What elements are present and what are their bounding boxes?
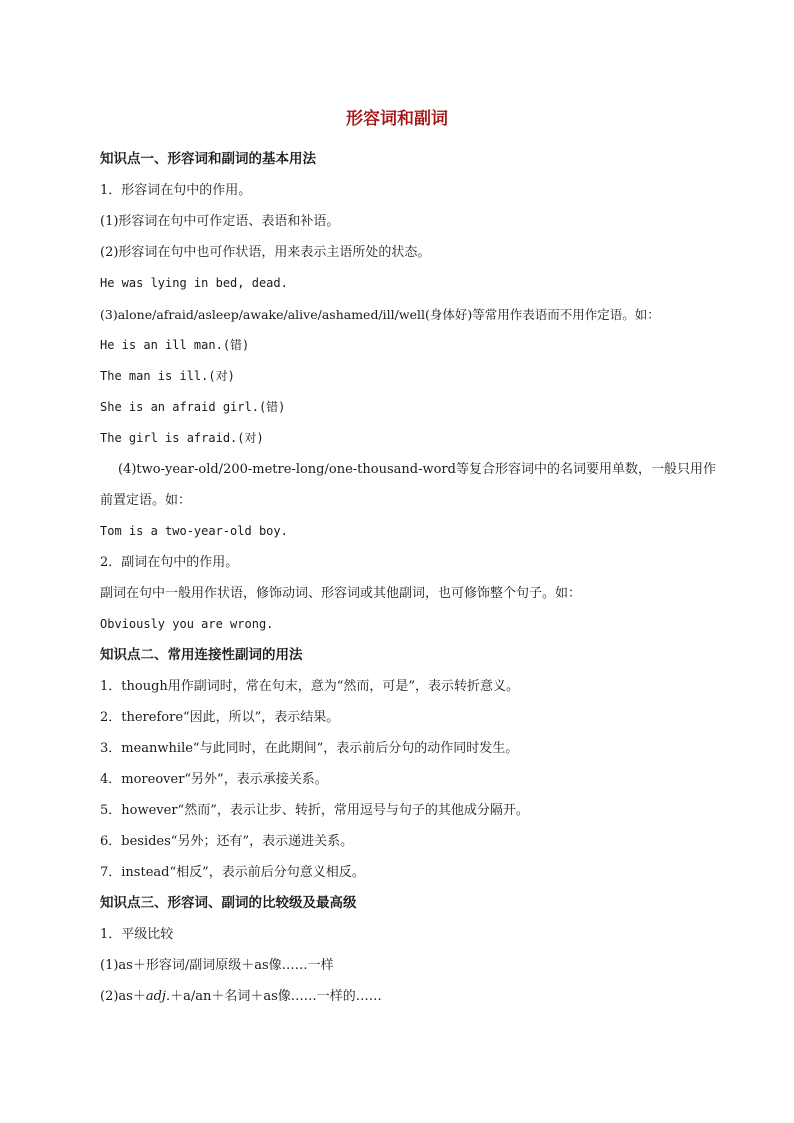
example-sentence: Obviously you are wrong. [100,617,274,631]
text-line: 副词在句中一般用作状语，修饰动词、形容词或其他副词，也可修饰整个句子。如： [100,586,582,601]
text-line: 1．though用作副词时，常在句末，意为“然而，可是”，表示转折意义。 [100,679,520,694]
text-fragment: (2)as＋ [100,989,146,1004]
text-fragment: ＋a/an＋名词＋as像……一样的…… [170,989,382,1004]
document-body [100,144,730,1012]
text-line [100,981,730,1012]
example-sentence: Tom is a two-year-old boy. [100,524,288,538]
text-line: (3)alone/afraid/asleep/awake/alive/ashamed/ill/well(身体好)等常用作表语而不用作定语。如： [100,307,660,322]
text-line: 6．besides“另外；还有”，表示递进关系。 [100,834,354,849]
text-line: 1．形容词在句中的作用。 [100,183,252,198]
text-line: (1)形容词在句中可作定语、表语和补语。 [100,214,340,229]
text-line: 3．meanwhile“与此同时，在此期间”，表示前后分句的动作同时发生。 [100,741,519,756]
section-heading-1: 知识点一、形容词和副词的基本用法 [100,151,316,167]
section-heading-3: 知识点三、形容词、副词的比较级及最高级 [100,895,357,911]
page-title: 形容词和副词 [346,109,448,129]
text-line: 5．however“然而”，表示让步、转折，常用逗号与句子的其他成分隔开。 [100,803,529,818]
text-line: (2)形容词在句中也可作状语，用来表示主语所处的状态。 [100,245,431,260]
text-paragraph: (4)two-year-old/200-metre-long/one-thousand-word等复合形容词中的名词要用单数，一般只用作前置定语。如： [100,462,716,508]
text-line: 2．therefore“因此，所以”，表示结果。 [100,710,340,725]
example-sentence: The man is ill.(对) [100,369,235,383]
example-sentence: He was lying in bed, dead. [100,276,288,290]
text-line: 2．副词在句中的作用。 [100,555,239,570]
section-heading-2: 知识点二、常用连接性副词的用法 [100,647,303,663]
text-line: 1．平级比较 [100,927,174,942]
example-sentence: He is an ill man.(错) [100,338,250,352]
example-sentence: The girl is afraid.(对) [100,431,264,445]
text-line: (1)as＋形容词/副词原级＋as像……一样 [100,958,334,973]
text-line: 7．instead“相反”，表示前后分句意义相反。 [100,865,365,880]
abbrev-adj: adj. [145,989,171,1004]
example-sentence: She is an afraid girl.(错) [100,400,286,414]
text-line: 4．moreover“另外”，表示承接关系。 [100,772,328,787]
